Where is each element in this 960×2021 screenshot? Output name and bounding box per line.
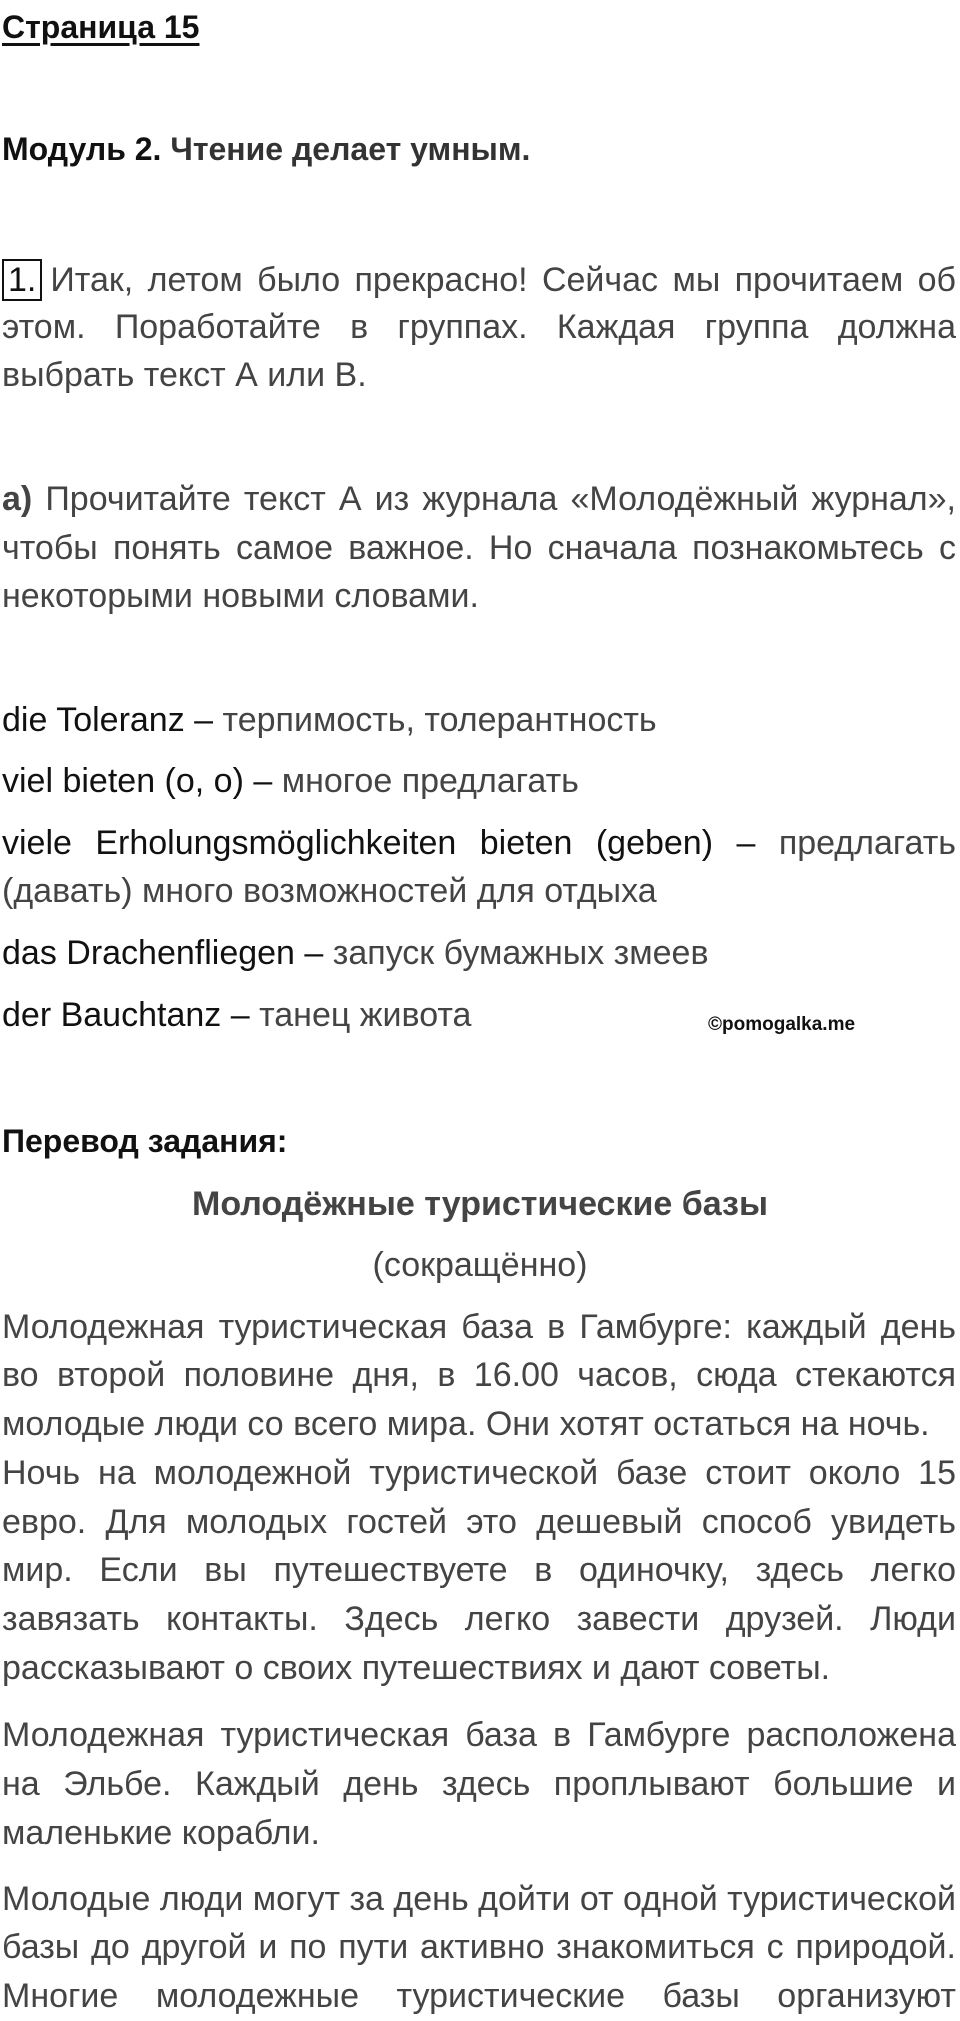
article-line: маленькие корабли. bbox=[2, 1814, 320, 1852]
article-line: базы до другой и по пути активно знакомиться с природой. bbox=[2, 1928, 956, 1966]
vocab-term: viel bieten (o, o) bbox=[2, 762, 244, 800]
vocab-translation: многое предлагать bbox=[281, 762, 579, 800]
vocab-term: der Bauchtanz bbox=[2, 996, 222, 1034]
article-line: во второй половине дня, в 16.00 часов, сюда стекаются bbox=[2, 1356, 956, 1394]
task1-line-3: выбрать текст А или В. bbox=[2, 356, 367, 394]
article-line: завязать контакты. Здесь легко завести друзей. Люди bbox=[2, 1600, 956, 1638]
task1-line-2: этом. Поработайте в группах. Каждая группа должна bbox=[2, 308, 956, 346]
vocab-item: die Toleranz – терпимость, толерантность bbox=[2, 701, 657, 739]
article-line: Молодежная туристическая база в Гамбурге: каждый день bbox=[2, 1308, 956, 1346]
module-heading bbox=[2, 126, 530, 172]
vocab-item: viel bieten (o, o) – многое предлагать bbox=[2, 762, 579, 800]
watermark: ©pomogalka.me bbox=[708, 1014, 856, 1035]
vocab-item: der Bauchtanz – танец живота bbox=[2, 996, 472, 1034]
article-line: мир. Если вы путешествуете в одиночку, здесь легко bbox=[2, 1551, 956, 1589]
article-line: Молодежная туристическая база в Гамбурге расположена bbox=[2, 1716, 956, 1754]
task-a-line-1: a) Прочитайте текст А из журнала «Молодёжный журнал», bbox=[2, 480, 956, 518]
task1-line-1: 1. Итак, летом было прекрасно! Сейчас мы прочитаем об bbox=[2, 255, 956, 305]
vocab-translation: терпимость, толерантность bbox=[222, 701, 657, 739]
module-label: Модуль 2. bbox=[2, 131, 162, 167]
translation-heading: Перевод задания: bbox=[2, 1123, 288, 1159]
task-number-box: 1. bbox=[2, 259, 42, 301]
task-a-letter: a) bbox=[2, 480, 33, 518]
vocab-item: viele Erholungsmöglichkeiten bieten (geben) – предлагать bbox=[2, 824, 956, 862]
article-subtitle: (сокращённо) bbox=[372, 1246, 588, 1284]
vocab-item-continuation: (давать) много возможностей для отдыха bbox=[2, 872, 657, 910]
page-title: Страница 15 bbox=[2, 9, 200, 45]
article-line: Многие молодежные туристические базы организуют bbox=[2, 1977, 956, 2015]
article-line: рассказывают о своих путешествиях и дают советы. bbox=[2, 1649, 831, 1687]
vocab-translation: танец живота bbox=[259, 996, 472, 1034]
article-line: на Эльбе. Каждый день здесь проплывают большие и bbox=[2, 1765, 956, 1803]
module-title: Чтение делает умным. bbox=[170, 131, 531, 167]
vocab-item: das Drachenfliegen – запуск бумажных змеев bbox=[2, 934, 709, 972]
vocab-translation: предлагать bbox=[778, 824, 956, 862]
task-a-line-2: чтобы понять самое важное. Но сначала познакомьтесь с bbox=[2, 529, 956, 567]
article-line: Молодые люди могут за день дойти от одной туристической bbox=[2, 1880, 956, 1918]
article-line: евро. Для молодых гостей это дешевый способ увидеть bbox=[2, 1503, 956, 1541]
task-a-line-3: некоторыми новыми словами. bbox=[2, 577, 479, 615]
vocab-term: die Toleranz bbox=[2, 701, 185, 739]
article-line: Ночь на молодежной туристической базе стоит около 15 bbox=[2, 1454, 956, 1492]
vocab-term: viele Erholungsmöglichkeiten bieten (geben) bbox=[2, 824, 714, 862]
article-line: молодые люди со всего мира. Они хотят остаться на ночь. bbox=[2, 1405, 930, 1443]
vocab-term: das Drachenfliegen bbox=[2, 934, 295, 972]
article-title: Молодёжные туристические базы bbox=[192, 1185, 768, 1223]
vocab-translation: запуск бумажных змеев bbox=[332, 934, 709, 972]
